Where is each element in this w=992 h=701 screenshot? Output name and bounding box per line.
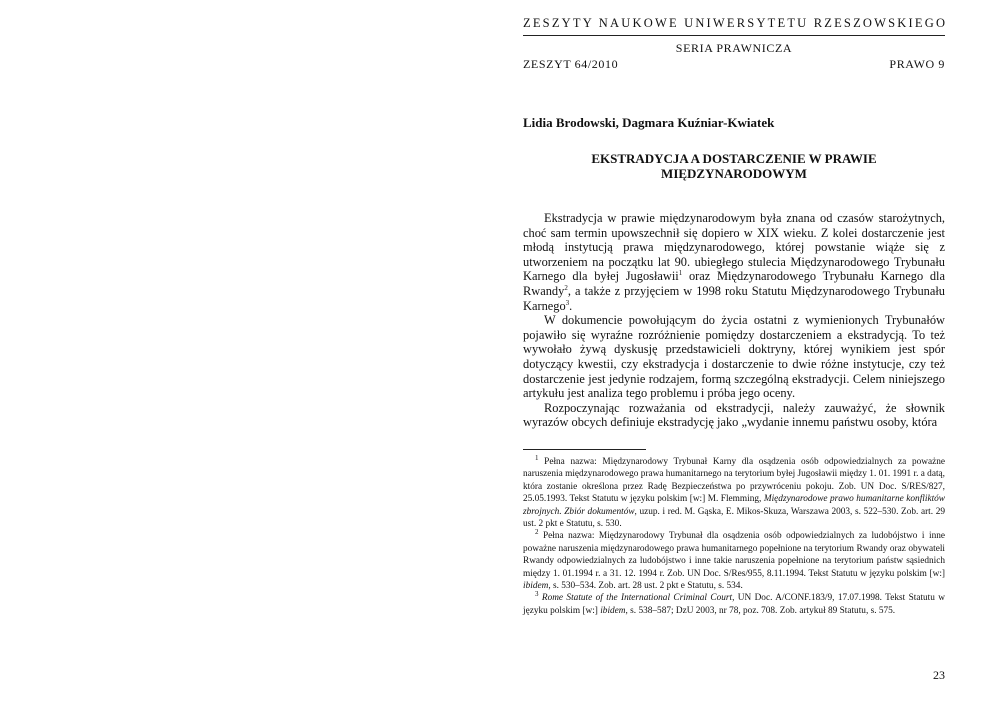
body-paragraph-3: Rozpoczynając rozważania od ekstradycji, należy zauważyć, że słownik wyrazów obcych definiuje ekstradycję jako „wydanie innemu państwu osoby, która xyxy=(523,400,945,430)
title-line-2: MIĘDZYNARODOWYM xyxy=(661,166,807,181)
article-authors: Lidia Brodowski, Dagmara Kuźniar-Kwiatek xyxy=(523,115,775,130)
issue-number: ZESZYT 64/2010 xyxy=(523,57,619,71)
footnote-1 xyxy=(523,453,946,530)
title-line-1: EKSTRADYCJA A DOSTARCZENIE W PRAWIE xyxy=(591,151,877,166)
footnote-1-italic: Międzynarodowe prawo humanitarne konfliktów zbrojnych. Zbiór dokumentów xyxy=(523,494,946,517)
footnote-2-text-a: Pełna nazwa: Międzynarodowy Trybunał dla osądzenia osób odpowiedzialnych za ludobójstwo i inne poważne naruszenia międzynarodowego prawa humanitarnego popełnione na terytorium Rwandy oraz obywateli Rwandy odpowiedzialnych za ludobójstwo i inne takie naruszenia popełnione na terytorium państw sąsiednich między 1. 01.1994 r. a 31. 12. 1994 r. Zob. UN Doc. S/Res/955, 8.11.1994. Tekst Statutu w języku polskim [w:] xyxy=(523,531,945,579)
footnote-3-italic-2: ibidem xyxy=(600,605,626,616)
footnote-2-italic: ibidem xyxy=(523,581,549,592)
footnote-3 xyxy=(523,592,945,617)
p1-text-c: , a także z przyjęciem w 1998 roku Statutu Międzynarodowego Trybunału Karnego xyxy=(523,283,945,313)
body-paragraph-2: W dokumencie powołującym do życia ostatni z wymienionych Trybunałów pojawiło się wyraźne rozróżnienie pomiędzy dostarczeniem a ekstradycją. To też wywołało żywą dyskusję przedstawicieli doktryny, której wynikiem jest spór dotyczący kwestii, czy ekstradycja i dostarczenie to dwie różne instytucje, czy też dostarczenie jest jedynie rodzajem, formą szczególną ekstradycji. Celem niniejszego artykułu jest analiza tego problemu i próba jego oceny. xyxy=(523,313,945,401)
footnote-2 xyxy=(523,530,945,592)
footnotes xyxy=(523,453,946,617)
footnote-1-text-a: Pełna nazwa: Międzynarodowy Trybunał Karny dla osądzenia osób odpowiedzialnych za poważne naruszenia międzynarodowego prawa humanitarnego na terytorium byłej Jugosławii między 1. 01. 1991 r. a datą, która zostanie określona przez Radę Bezpieczeństwa po przywróceniu pokoju. Zob. UN Doc. S/RES/827, 25.05.1993. Tekst Statutu w języku polskim [w:] M. Flemming, xyxy=(523,457,945,505)
footnote-ref-1: 1 xyxy=(678,269,683,278)
footnote-2-number: 2 xyxy=(535,528,539,537)
footnote-2-text-b: , s. 530–534. Zob. art. 28 ust. 2 pkt e Statutu, s. 534. xyxy=(548,581,743,592)
footnote-3-italic-1: Rome Statute of the International Criminal Court xyxy=(541,593,733,604)
p1-text-d: . xyxy=(569,298,573,313)
footnote-1-text-b: , uzup. i red. M. Gąska, E. Mikos-Skuza, Warszawa 2003, s. 522–530. Zob. art. 29 ust. 2 pkt e Statutu, s. 530. xyxy=(523,506,945,530)
footnote-3-text-b: , s. 538–587; DzU 2003, nr 78, poz. 708. Zob. artykuł 89 Statutu, s. 575. xyxy=(625,605,896,616)
article-body xyxy=(523,211,945,430)
p1-text-b: oraz Międzynarodowego Trybunału Karnego dla Rwandy xyxy=(523,269,945,298)
footnote-separator xyxy=(523,449,646,450)
footnote-3-text-a: , UN Doc. A/CONF.183/9, 17.07.1998. Tekst Statutu w języku polskim [w:] xyxy=(523,593,945,616)
p1-text-a: Ekstradycja w prawie międzynarodowym była znana od czasów starożytnych, choć sam termin upowszechnił się dopiero w XIX wieku. Z kolei dostarczenie jest młodą instytucją prawa międzynarodowego, której powstanie wiąże się z utworzeniem na początku lat 90. ubiegłego stulecia Międzynarodowego Trybunału Karnego dla byłej Jugosławii xyxy=(523,211,945,284)
footnote-ref-3: 3 xyxy=(565,298,570,307)
body-paragraph-1 xyxy=(523,211,945,313)
journal-page xyxy=(523,0,948,701)
header-rule xyxy=(523,35,945,36)
volume-label: PRAWO 9 xyxy=(889,57,945,71)
series-name: SERIA PRAWNICZA xyxy=(675,41,793,55)
footnote-ref-2: 2 xyxy=(564,283,568,292)
journal-title: ZESZYTY NAUKOWE UNIWERSYTETU RZESZOWSKIEGO xyxy=(523,16,948,30)
footnote-1-number: 1 xyxy=(535,453,539,462)
footnote-3-number: 3 xyxy=(535,590,539,599)
article-title xyxy=(523,151,945,181)
page-number: 23 xyxy=(933,668,945,682)
